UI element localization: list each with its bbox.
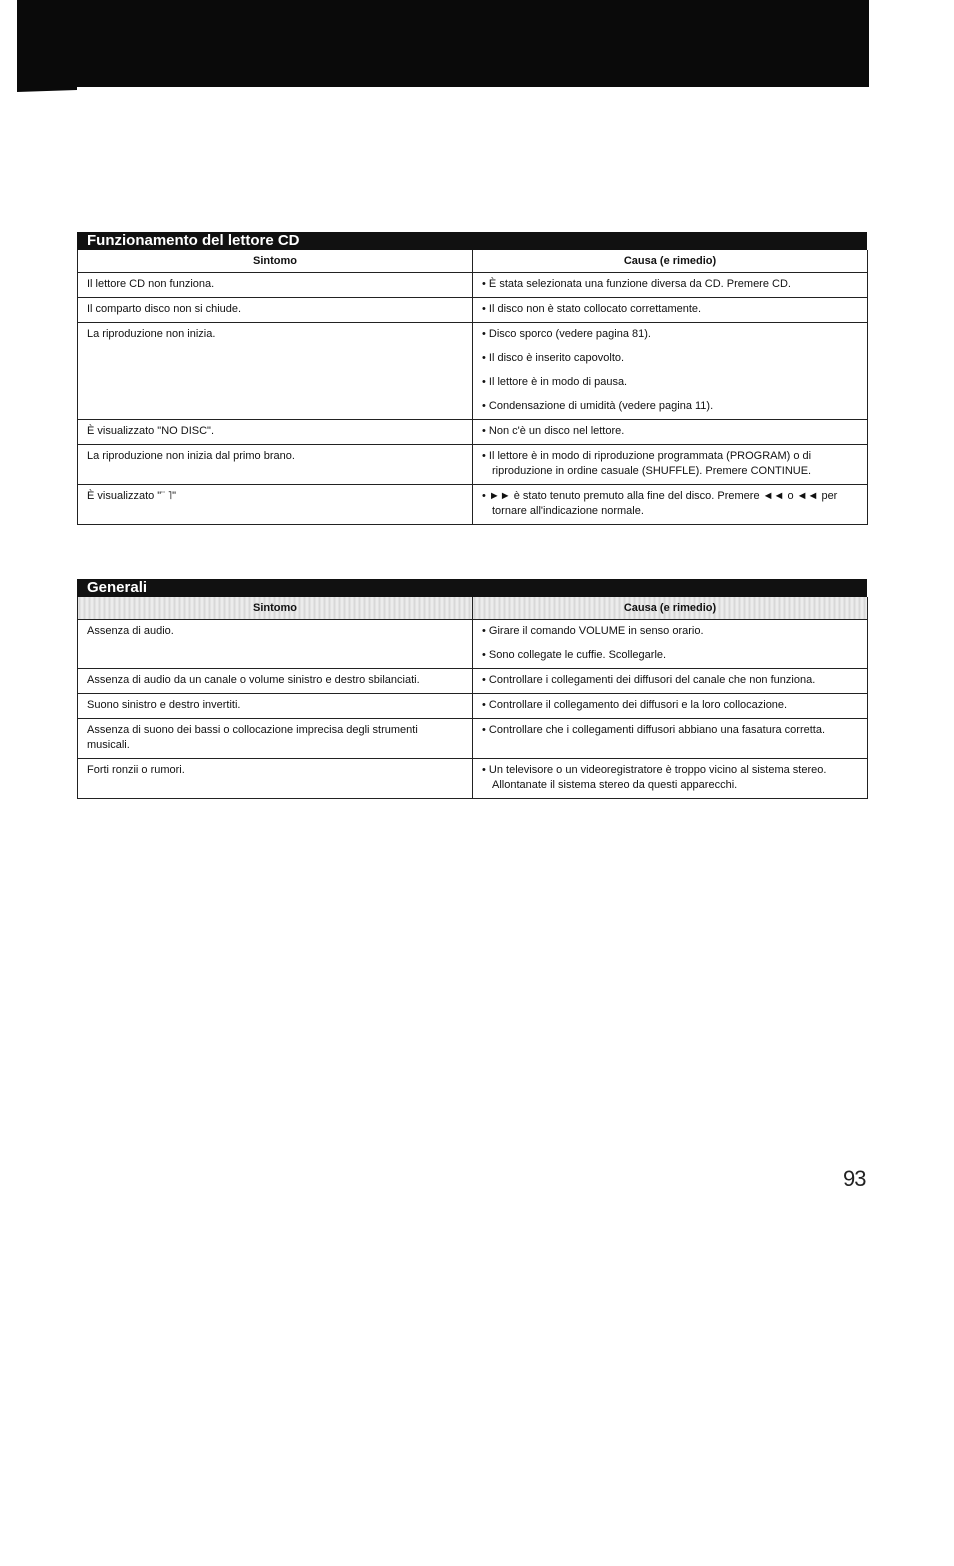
- cause-item: • Controllare il collegamento dei diffusori e la loro collocazione.: [482, 698, 858, 713]
- top-black-banner: [17, 0, 869, 87]
- cause-cell: [473, 445, 868, 485]
- column-header-cause: Causa (e rimedio): [473, 597, 868, 620]
- column-header-symptom: Sintomo: [78, 250, 473, 273]
- symptom-cell: Forti ronzii o rumori.: [78, 759, 473, 799]
- troubleshooting-table: [77, 250, 868, 525]
- cause-item: • Il lettore è in modo di riproduzione programmata (PROGRAM) o di riproduzione in ordine casuale (SHUFFLE). Premere CONTINUE.: [482, 449, 858, 479]
- symptom-cell: La riproduzione non inizia dal primo brano.: [78, 445, 473, 485]
- cause-item: • ►► è stato tenuto premuto alla fine del disco. Premere ◄◄ o ◄◄ per tornare all'indicazione normale.: [482, 489, 858, 519]
- table-row: [78, 323, 868, 420]
- cause-item: • Girare il comando VOLUME in senso orario.: [482, 624, 858, 639]
- symptom-cell: Assenza di suono dei bassi o collocazione imprecisa degli strumenti musicali.: [78, 719, 473, 759]
- cause-cell: [473, 694, 868, 719]
- page-number: 93: [843, 1166, 866, 1191]
- cause-cell: [473, 759, 868, 799]
- cause-item: • È stata selezionata una funzione diversa da CD. Premere CD.: [482, 277, 858, 292]
- cause-item: • Il disco è inserito capovolto.: [482, 351, 858, 366]
- symptom-cell: Assenza di audio da un canale o volume sinistro e destro sbilanciati.: [78, 669, 473, 694]
- table-header-row: [78, 597, 868, 620]
- cause-item: • Non c'è un disco nel lettore.: [482, 424, 858, 439]
- table-row: [78, 719, 868, 759]
- symptom-cell: Suono sinistro e destro invertiti.: [78, 694, 473, 719]
- symptom-cell: È visualizzato "¨ ˥": [78, 485, 473, 525]
- cause-cell: [473, 669, 868, 694]
- cause-cell: [473, 485, 868, 525]
- cause-item: • Il lettore è in modo di pausa.: [482, 375, 858, 390]
- cause-cell: [473, 620, 868, 669]
- cause-cell: [473, 298, 868, 323]
- cause-item: • Controllare i collegamenti dei diffusori del canale che non funziona.: [482, 673, 858, 688]
- table-row: [78, 445, 868, 485]
- column-header-symptom: Sintomo: [78, 597, 473, 620]
- symptom-cell: È visualizzato "NO DISC".: [78, 420, 473, 445]
- column-header-cause: Causa (e rimedio): [473, 250, 868, 273]
- cause-item: • Disco sporco (vedere pagina 81).: [482, 327, 858, 342]
- table-header-row: [78, 250, 868, 273]
- table-row: [78, 420, 868, 445]
- table-row: [78, 620, 868, 669]
- cause-cell: [473, 273, 868, 298]
- section-general: [77, 579, 867, 799]
- cause-item: • Controllare che i collegamenti diffusori abbiano una fasatura corretta.: [482, 723, 858, 738]
- table-row: [78, 694, 868, 719]
- section-title: Generali: [77, 579, 867, 597]
- cause-item: • Il disco non è stato collocato correttamente.: [482, 302, 858, 317]
- symptom-cell: Il comparto disco non si chiude.: [78, 298, 473, 323]
- section-title: Funzionamento del lettore CD: [77, 232, 867, 250]
- table-row: [78, 759, 868, 799]
- cause-cell: [473, 719, 868, 759]
- table-row: [78, 298, 868, 323]
- cause-cell: [473, 420, 868, 445]
- cause-cell: [473, 323, 868, 420]
- cause-item: • Condensazione di umidità (vedere pagina 11).: [482, 399, 858, 414]
- section-cd-player: [77, 232, 867, 525]
- symptom-cell: Il lettore CD non funziona.: [78, 273, 473, 298]
- table-row: [78, 485, 868, 525]
- cause-item: • Un televisore o un videoregistratore è troppo vicino al sistema stereo. Allontanate il sistema stereo da questi apparecchi.: [482, 763, 858, 793]
- troubleshooting-table: [77, 597, 868, 799]
- cause-item: • Sono collegate le cuffie. Scollegarle.: [482, 648, 858, 663]
- symptom-cell: Assenza di audio.: [78, 620, 473, 669]
- symptom-cell: La riproduzione non inizia.: [78, 323, 473, 420]
- table-row: [78, 273, 868, 298]
- table-row: [78, 669, 868, 694]
